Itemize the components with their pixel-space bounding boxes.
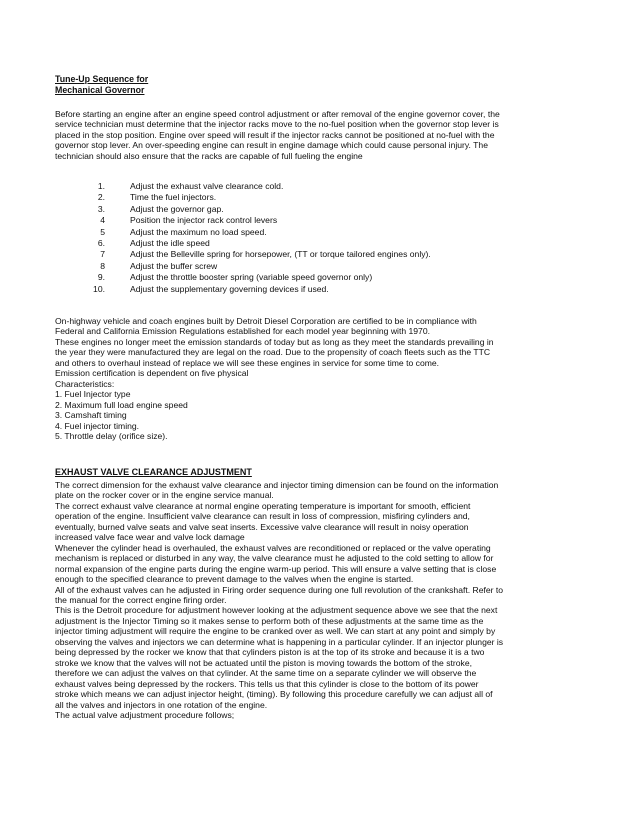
- text-line: adjustment is the Injector Timing so it makes sense to perform both of these adjustments at the same time as the: [55, 615, 484, 626]
- text-line: placed in the stop position. Engine over speed will result if the injector racks cannot be positioned at no-fuel with the: [55, 129, 495, 140]
- step-number: 9.: [97, 272, 105, 283]
- step-number: 6.: [97, 237, 105, 248]
- text-line: 1. Fuel Injector type: [55, 389, 131, 400]
- list-item: [55, 192, 595, 203]
- text-line: The actual valve adjustment procedure follows;: [55, 709, 235, 720]
- document-title: [55, 74, 148, 95]
- text-line: 2. Maximum full load engine speed: [55, 399, 188, 410]
- section-heading: EXHAUST VALVE CLEARANCE ADJUSTMENT: [55, 467, 252, 477]
- step-text: Adjust the governor gap.: [130, 203, 224, 214]
- tune-up-steps-list: [55, 181, 595, 295]
- intro-paragraph: [55, 109, 595, 161]
- text-line: all the valves and injectors in one rotation of the engine.: [55, 699, 268, 710]
- text-line: exhaust valves being depressed by the rockers. This tells us that this cylinder is close to the bottom of its power: [55, 678, 479, 689]
- text-line: technician should also ensure that the racks are capable of full fueling the engine: [55, 150, 363, 161]
- text-line: governor stop lever. An over-speeding engine can result in engine damage which could cause personal injury. The: [55, 140, 488, 151]
- text-line: increased valve face wear and valve lock damage: [55, 532, 245, 543]
- emissions-paragraph: [55, 316, 595, 441]
- list-item: [55, 238, 595, 249]
- text-line: 5. Throttle delay (orifice size).: [55, 430, 168, 441]
- step-text: Adjust the exhaust valve clearance cold.: [130, 181, 284, 191]
- step-text: Position the injector rack control levers: [130, 215, 278, 226]
- list-item: [55, 284, 595, 295]
- text-line: 3. Camshaft timing: [55, 410, 127, 421]
- step-number: 10.: [93, 283, 105, 294]
- list-item: [55, 227, 595, 238]
- text-line: service technician must determine that the injector racks move to the no-fuel position when the governor stop lever is: [55, 119, 499, 130]
- text-line: the year they were manufactured they are legal on the road. Due to the propensity of coach fleets such as the TTC: [55, 347, 491, 358]
- text-line: normal expansion of the engine parts during the engine warm-up period. This will ensure a valve setting that is close: [55, 563, 497, 574]
- text-line: plate on the rocker cover or in the engine service manual.: [55, 490, 274, 501]
- step-text: Adjust the idle speed: [130, 237, 210, 248]
- step-text: Time the fuel injectors.: [130, 192, 217, 203]
- text-line: All of the exhaust valves can he adjusted in Firing order sequence during one full revolution of the crankshaft. Refer to: [55, 584, 504, 595]
- list-item: [55, 215, 595, 226]
- text-line: eventually, burned valve seats and valve seat inserts. Excessive valve clearance will result in noisy operation: [55, 521, 469, 532]
- title-line-2: Mechanical Governor: [55, 84, 145, 95]
- step-number: 4: [100, 215, 105, 226]
- text-line: This is the Detroit procedure for adjustment however looking at the adjustment sequence above we see that the next: [55, 605, 498, 616]
- list-item: [55, 204, 595, 215]
- text-line: 4. Fuel injector timing.: [55, 420, 140, 431]
- step-text: Adjust the throttle booster spring (variable speed governor only): [130, 272, 373, 283]
- text-line: On-highway vehicle and coach engines built by Detroit Diesel Corporation are certified to be in compliance with: [55, 316, 477, 326]
- step-text: Adjust the supplementary governing devices if used.: [130, 283, 329, 294]
- step-text: Adjust the buffer screw: [130, 260, 218, 271]
- list-item: [55, 272, 595, 283]
- step-number: 3.: [97, 203, 105, 214]
- valve-clearance-paragraph: [55, 480, 595, 720]
- step-text: Adjust the maximum no load speed.: [130, 226, 267, 237]
- step-text: Adjust the Belleville spring for horsepower, (TT or torque tailored engines only).: [130, 249, 431, 260]
- text-line: injector timing adjustment will require the engine to be cranked over as well. We can start at any point and simply by: [55, 626, 496, 637]
- text-line: stroke we know that the valves will not be actuated until the piston is moving towards the bottom of the stroke,: [55, 657, 473, 668]
- list-item: [55, 249, 595, 260]
- step-number: 5: [100, 226, 105, 237]
- text-line: the manual for the correct engine firing order.: [55, 594, 227, 605]
- text-line: The correct exhaust valve clearance at normal engine operating temperature is important for smooth, efficient: [55, 500, 471, 511]
- title-line-1: Tune-Up Sequence for: [55, 74, 149, 84]
- text-line: Whenever the cylinder head is overhauled, the exhaust valves are reconditioned or replaced or the valve operating: [55, 542, 491, 553]
- text-line: These engines no longer meet the emission standards of today but as long as they meet the standards prevailing in: [55, 336, 494, 347]
- text-line: Before starting an engine after an engine speed control adjustment or after removal of the engine governor cover, the: [55, 109, 500, 119]
- text-line: Characteristics:: [55, 378, 115, 389]
- text-line: The correct dimension for the exhaust valve clearance and injector timing dimension can be found on the information: [55, 480, 499, 490]
- text-line: Emission certification is dependent on five physical: [55, 368, 249, 379]
- list-item: [55, 261, 595, 272]
- text-line: Federal and California Emission Regulations established for each model year beginning with 1970.: [55, 326, 431, 337]
- step-number: 1.: [97, 181, 105, 191]
- text-line: being depressed by the rocker we know that that cylinders piston is at the top of its stroke and because it is a two: [55, 647, 485, 658]
- text-line: observing the valves and injectors we can determine what is happening in a particular cylinder. If an injector plunger is: [55, 636, 504, 647]
- text-line: operation of the engine. Insufficient valve clearance can result in loss of compression, misfiring cylinders and,: [55, 511, 470, 522]
- step-number: 8: [100, 260, 105, 271]
- step-number: 2.: [97, 192, 105, 203]
- text-line: enough to the specified clearance to prevent damage to the valves when the engine is started.: [55, 574, 414, 585]
- text-line: therefore we can adjust the valves on that cylinder. At the same time on a separate cylinder we will observe the: [55, 668, 477, 679]
- step-number: 7: [100, 249, 105, 260]
- text-line: and others to overhaul instead of replace we will see these engines in service for some time to come.: [55, 357, 440, 368]
- list-item: [55, 181, 595, 192]
- text-line: stroke which means we can adjust injector height, (timing). By following this procedure carefully we can adjust all of: [55, 689, 493, 700]
- text-line: mechanism is replaced or disturbed in any way, the valve clearance must he adjusted to the cold setting to allow for: [55, 553, 494, 564]
